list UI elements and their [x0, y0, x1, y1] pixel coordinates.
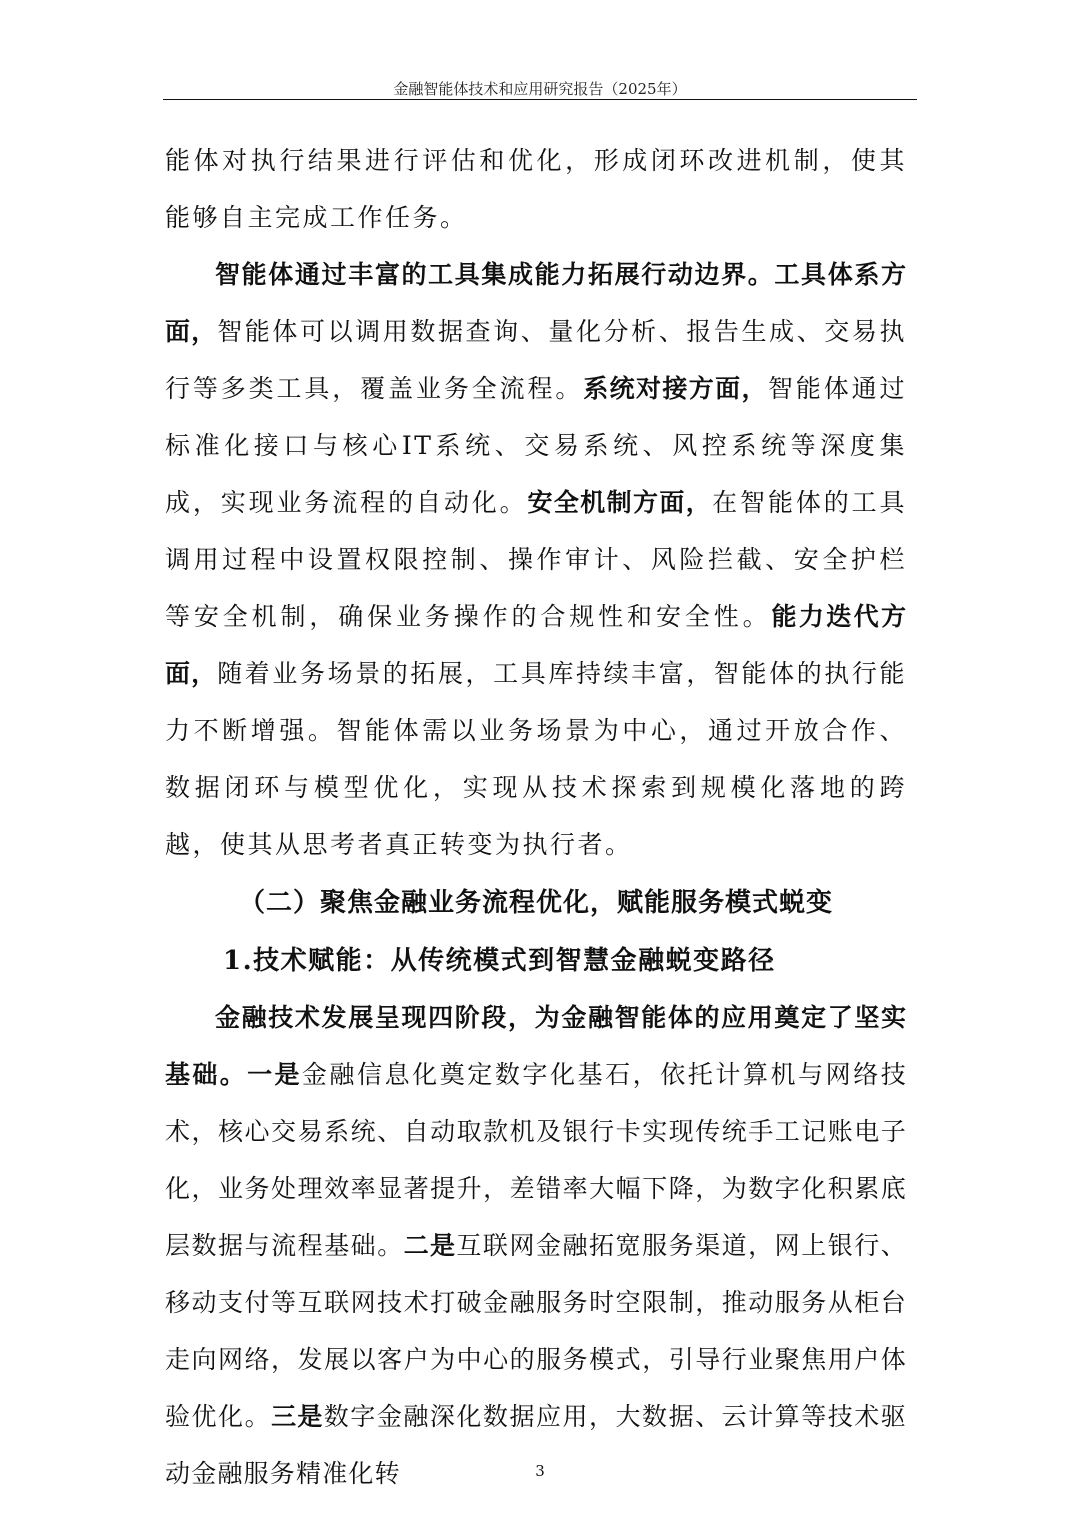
paragraph-lead-sentence: 金融技术发展呈现四阶段，为金融智能体的应用奠定了坚实基础。: [165, 1003, 907, 1089]
system-integration-text: 智能体通过标准化接口与核心IT系统、交易系统、风控系统等深度集成，实现业务流程的自动化。: [165, 374, 907, 517]
stage-one-label: 一是: [247, 1060, 302, 1089]
stage-three-label: 三是: [271, 1402, 324, 1431]
paragraph-lead-sentence: 智能体通过丰富的工具集成能力拓展行动边界。: [215, 260, 775, 289]
page-number: 3: [535, 1462, 545, 1480]
running-header: 金融智能体技术和应用研究报告（2025年）: [393, 80, 687, 98]
stage-one-text: 金融信息化奠定数字化基石，依托计算机与网络技术，核心交易系统、自动取款机及银行卡实现传统手工记账电子化，业务处理效率显著提升，差错率大幅下降，为数字化积累底层数据与流程基础。: [165, 1060, 907, 1260]
header-divider: [163, 99, 917, 100]
capability-iteration-text: 随着业务场景的拓展，工具库持续丰富，智能体的执行能力不断增强。智能体需以业务场景为中心，通过开放合作、数据闭环与模型优化，实现从技术探索到规模化落地的跨越，使其从思考者真正转变为执行者。: [165, 659, 907, 859]
tool-system-label: 工具体系方面，: [165, 260, 907, 346]
paragraph-tool-integration: [165, 246, 907, 873]
paragraph-continuation: 能体对执行结果进行评估和优化，形成闭环改进机制，使其能够自主完成工作任务。: [165, 146, 907, 232]
stage-three-text: 数字金融深化数据应用，大数据、云计算等技术驱动金融服务精准化转: [165, 1402, 907, 1488]
capability-iteration-label: 能力迭代方面，: [165, 602, 907, 688]
stage-two-label: 二是: [403, 1231, 457, 1260]
paragraph-four-stages: [165, 989, 907, 1502]
system-integration-label: 系统对接方面，: [583, 374, 768, 403]
stage-two-text: 互联网金融拓宽服务渠道，网上银行、移动支付等互联网技术打破金融服务时空限制，推动服务从柜台走向网络，发展以客户为中心的服务模式，引导行业聚焦用户体验优化。: [165, 1231, 907, 1431]
security-mechanism-label: 安全机制方面，: [527, 488, 713, 517]
subsection-heading: 1.技术赋能：从传统模式到智慧金融蜕变路径: [223, 946, 776, 976]
report-body: [165, 132, 907, 1502]
tool-system-text: 智能体可以调用数据查询、量化分析、报告生成、交易执行等多类工具，覆盖业务全流程。: [165, 317, 907, 403]
section-heading: （二）聚焦金融业务流程优化，赋能服务模式蜕变: [238, 888, 833, 918]
security-mechanism-text: 在智能体的工具调用过程中设置权限控制、操作审计、风险拦截、安全护栏等安全机制，确保业务操作的合规性和安全性。: [165, 488, 907, 631]
